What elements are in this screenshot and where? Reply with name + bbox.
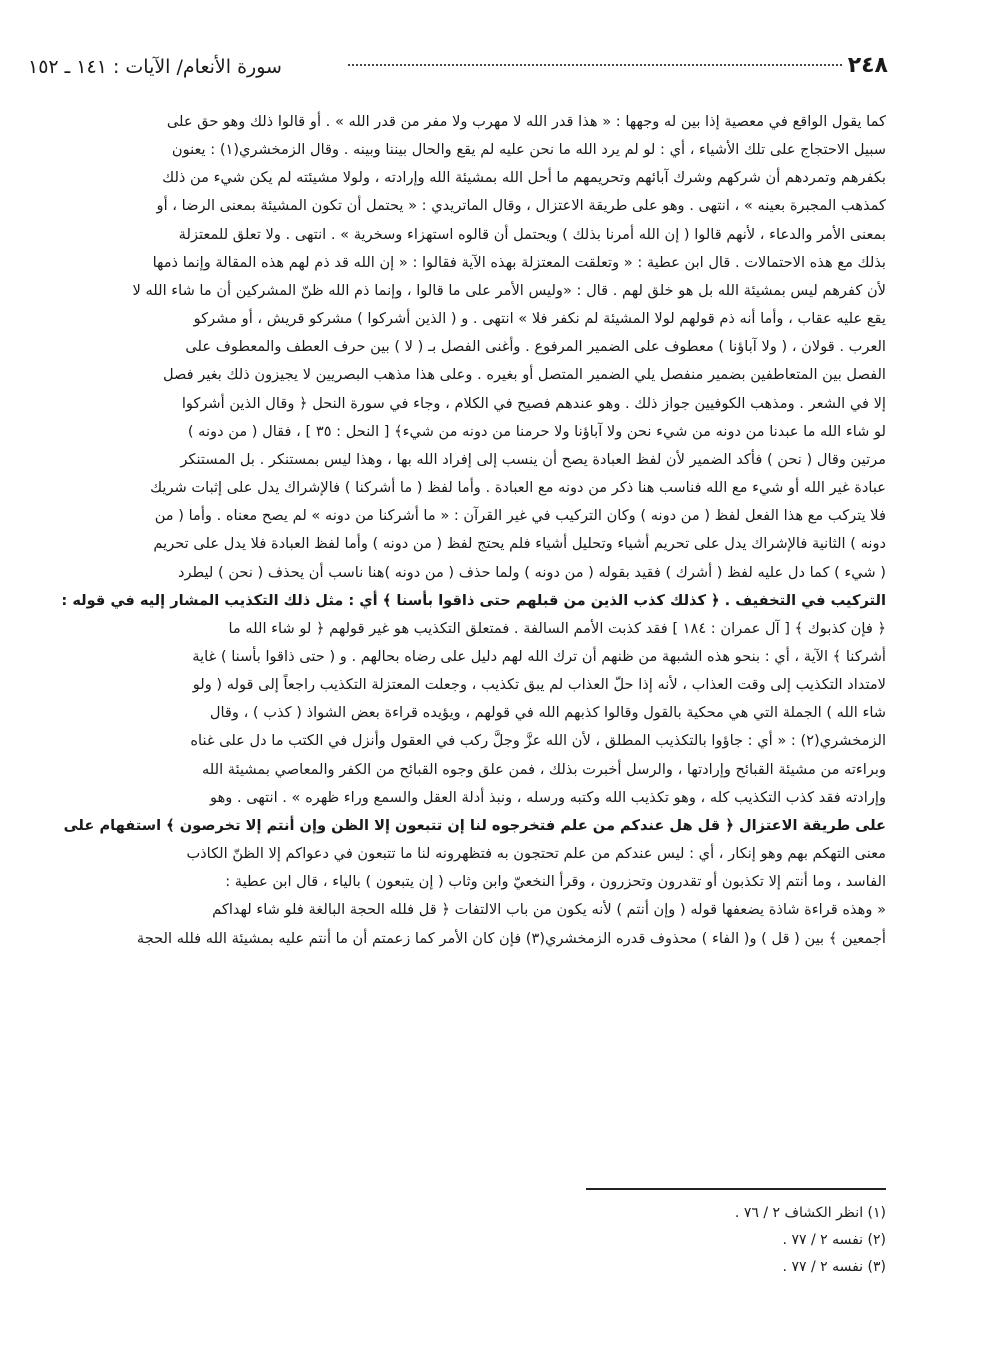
text-line: عبادة غير الله أو شيء مع الله فناسب هنا ذكر من دونه مع العبادة . وأما لفظ ( ما أشركنا ) فالإشراك يدل على إثبات شريك (150, 479, 886, 497)
text-line: الفاسد ، وما أنتم إلا تكذبون أو تقدرون وتحزرون ، وقرأ النخعيّ وابن وثاب ( إن يتبعون ) بالياء ، قال ابن عطية : (225, 873, 886, 891)
text-line: أجمعين ﴾ بين ( قل ) و( الفاء ) محذوف قدره الزمخشري(٣) فإن كان الأمر كما زعمتم أن ما أنتم عليه بمشيئة الله فلله الحجة (136, 929, 886, 947)
text-line: وإرادته فقد كذب التكذيب كله ، وهو تكذيب الله وكتبه ورسله ، ونبذ أدلة العقل والسمع وراء ظهره » . انتهى . وهو (210, 788, 886, 806)
text-line: لأن كفرهم ليس بمشيئة الله بل هو خلق لهم . قال : «وليس الأمر على ما قالوا ، وإنما ذم الله ظنّ المشركين أن ما شاء الله لا (132, 281, 886, 299)
text-line: أشركنا ﴾ الآية ، أي : بنحو هذه الشبهة من ظنهم أن ترك الله لهم دليل على رضاه بحالهم . و ( حتى ذاقوا بأسنا ) غاية (192, 647, 886, 665)
text-line: الزمخشري(٢) : « أي : جاؤوا بالتكذيب المطلق ، لأن الله عزَّ وجلَّ ركب في العقول وأنزل في الكتب ما دل على غناه (190, 732, 886, 750)
text-line: مرتين وقال ( نحن ) فأكد الضمير لأن لفظ العبادة يصح أن ينسب إلى إفراد الله بها ، وهذا ليس بمستنكر . بل المستنكر (180, 450, 886, 468)
text-line: إلا في الشعر . ومذهب الكوفيين جواز ذلك . وهو عندهم فصيح في الكلام ، وجاء في سورة النحل ﴿ وقال الذين أشركوا (181, 394, 886, 412)
text-line: التركيب في التخفيف . ﴿ كذلك كذب الذين من قبلهم حتى ذاقوا بأسنا ﴾ أي : مثل ذلك التكذيب المشار إليه في قوله : (61, 591, 886, 609)
header-dotted-rule (348, 64, 842, 66)
page-number: ٢٤٨ (847, 53, 888, 78)
text-line: ( شيء ) كما دل عليه لفظ ( أشرك ) فقيد بقوله ( من دونه ) ولما حذف ( من دونه )هنا ناسب أن يحذف ( نحن ) ليطرد (177, 563, 886, 581)
footnote-3: (٣) نفسه ٢ / ٧٧ . (782, 1259, 886, 1275)
text-line: شاء الله ) الجملة التي هي محكية بالقول وقالوا كذبهم الله في قولهم ، ويؤيده قراءة بعض الشواذ ( كذب ) ، وقال (209, 704, 886, 722)
footnote-separator (586, 1188, 886, 1190)
text-line: يقع عليه عقاب ، وأما أنه ذم قولهم لولا المشيئة لم نكفر فلا » انتهى . و ( الذين أشركوا ) مشركو قريش ، أو مشركو (193, 310, 886, 328)
footnote-1: (١) انظر الكشاف ٢ / ٧٦ . (734, 1205, 886, 1221)
text-line: وبراءته من مشيئة القبائح وإرادتها ، والرسل أخبرت بذلك ، فمن علق وجوه القبائح من الكفر والمعاصي بمشيئة الله (201, 760, 886, 778)
text-line: كمذهب المجبرة بعينه » ، انتهى . وهو على طريقة الاعتزال ، وقال الماتريدي : « يحتمل أن تكون المشيئة بمعنى الرضا ، أو (156, 197, 886, 215)
text-line: بمعنى الأمر والدعاء ، لأنهم قالوا ( إن الله أمرنا بذلك ) ويحتمل أن قالوه استهزاء وسخرية » . انتهى . ولا تعلق للمعتزلة (178, 225, 886, 243)
text-line: الفصل بين المتعاطفين بضمير منفصل يلي الضمير المتصل أو بغيره . وعلى هذا مذهب البصريين لا يجيزون ذلك بغير فصل (162, 366, 886, 384)
text-line: على طريقة الاعتزال ﴿ قل هل عندكم من علم فتخرجوه لنا إن تتبعون إلا الظن وإن أنتم إلا تخرصون ﴾ استفهام على (63, 816, 886, 834)
footnote-2: (٢) نفسه ٢ / ٧٧ . (782, 1232, 886, 1248)
text-line: دونه ) الثانية فالإشراك يدل على تحريم أشياء وتحليل أشياء فلم يحتج لفظ ( من دونه ) وأما لفظ العبادة فلا يدل على تحريم (153, 535, 886, 553)
page-header (28, 52, 888, 86)
text-line: لامتداد التكذيب إلى وقت العذاب ، لأنه إذا حلّ العذاب لم يبق تكذيب ، وجعلت المعتزلة التكذيب راجعاً إلى قوله ( ولو (192, 676, 886, 694)
text-line: لو شاء الله ما عبدنا من دونه من شيء نحن ولا آباؤنا ولا حرمنا من دونه من شيء﴾ [ النحل : ٣٥ ] ، فقال ( من دونه ) (187, 422, 886, 440)
text-line: ﴿ فإن كذبوك ﴾ [ آل عمران : ١٨٤ ] فقد كذبت الأمم السالفة . فمتعلق التكذيب هو غير قولهم ﴿ لو شاء الله ما (228, 619, 886, 637)
footnotes (486, 1200, 886, 1281)
running-title: سورة الأنعام/ الآيات : ١٤١ ـ ١٥٢ (28, 56, 282, 78)
text-line: العرب . قولان ، ( ولا آباؤنا ) معطوف على الضمير المرفوع . وأغنى الفصل بـ ( لا ) بين حرف العطف والمعطوف على (185, 338, 886, 356)
text-line: فلا يتركب مع هذا الفعل لفظ ( من دونه ) وكان التركيب في غير القرآن : « ما أشركنا من دونه » لم يصح معناه . وأما ( من (154, 507, 886, 525)
text-line: « وهذه قراءة شاذة يضعفها قوله ( وإن أنتم ) لأنه يكون من باب الالتفات ﴿ قل فلله الحجة البالغة فلو شاء لهداكم (212, 901, 886, 919)
text-line: سبيل الاحتجاج على تلك الأشياء ، أي : لو لم يرد الله ما نحن عليه لم يقع والحال بيننا وبينه . وقال الزمخشري(١) : يعنون (171, 141, 886, 159)
text-line: بكفرهم وتمردهم أن شركهم وشرك آبائهم وتحريمهم ما أحل الله بمشيئة الله وإرادته ، ولولا مشيئته لم يكن شيء من ذلك (162, 169, 886, 187)
text-line: كما يقول الواقع في معصية إذا بين له وجهها : « هذا قدر الله لا مهرب ولا مفر من قدر الله » . أو قالوا ذلك وهو حق على (166, 113, 886, 130)
text-line: بذلك مع هذه الاحتمالات . قال ابن عطية : « وتعلقت المعتزلة بهذه الآية فقالوا : « إن الله قد ذم لهم هذه المقالة وإنما ذمها (152, 253, 886, 271)
main-text (22, 108, 886, 953)
text-line: معنى التهكم بهم وهو إنكار ، أي : ليس عندكم من علم تحتجون به فتظهرونه لنا ما تتبعون في دعواكم إلا الظنّ الكاذب (186, 845, 886, 863)
